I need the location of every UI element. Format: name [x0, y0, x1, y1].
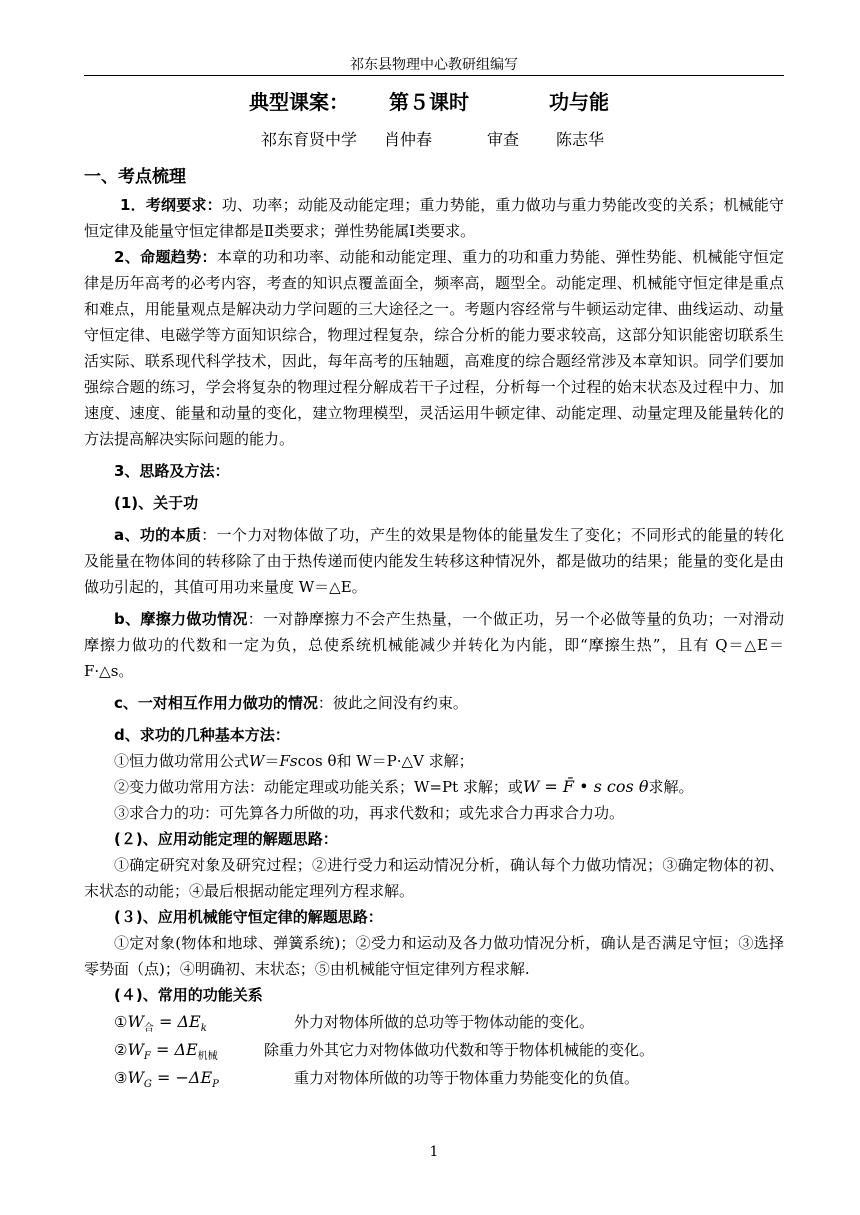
- trend-label: 2、命题趋势：: [114, 248, 217, 266]
- title-part-3: 功与能: [549, 90, 609, 114]
- trend-paragraph: [84, 244, 784, 452]
- relation-2-desc: 除重力外其它力对物体做功代数和等于物体机械能的变化。: [264, 1041, 655, 1059]
- relation-3-sub: G: [143, 1079, 152, 1090]
- method-1: [84, 748, 784, 774]
- method-2-text: ②变力做功常用方法：动能定理或功能关系；W=Pt 求解；或: [114, 778, 523, 796]
- friction-text: ：一对静摩擦力不会产生热量，一个做正功，另一个必做等量的负功；一对滑动摩擦力做功的代数和一定为负，总使系统机械能减少并转化为内能，即“摩擦生热”，且有 Q＝△E＝F·△s。: [84, 610, 784, 680]
- kinetic-text: ①确定研究对象及研究过程；②进行受力和运动情况分析，确认每个力做功情况；③确定物体的初、末状态的动能；④最后根据动能定理列方程求解。: [84, 856, 784, 900]
- method-heading: [84, 458, 784, 484]
- method-2-formula: W = F̄ • s cos θ: [522, 777, 649, 796]
- relation-1-sub: 合: [143, 1023, 154, 1034]
- work-methods-heading: [84, 722, 784, 748]
- relation-2-num: ②: [114, 1041, 128, 1059]
- relation-3-eq: = −ΔE: [151, 1068, 213, 1087]
- relation-2-sub: F: [143, 1051, 151, 1062]
- relation-3-w: W: [127, 1068, 144, 1087]
- friction-paragraph: [84, 606, 784, 684]
- author-name: 肖仲春: [384, 130, 433, 149]
- method-1-text: ①恒力做功常用公式: [114, 752, 250, 770]
- kinetic-heading-text: (２)、应用动能定理的解题思路：: [114, 830, 338, 848]
- title-part-2: 第５课时: [389, 90, 469, 114]
- method-1-w: W: [249, 752, 265, 770]
- interaction-paragraph: [84, 690, 784, 716]
- relation-2-eq: = ΔE: [150, 1040, 198, 1059]
- relation-3-desc: 重力对物体所做的功等于物体重力势能变化的负值。: [294, 1069, 640, 1087]
- work-essence-paragraph: [84, 522, 784, 600]
- method-1-rest: 和 W＝P·△V 求解；: [336, 752, 474, 770]
- relation-3-formula: [114, 1064, 219, 1099]
- relation-2-sub2: 机械: [197, 1051, 218, 1062]
- header-rule: [84, 75, 784, 76]
- syllabus-label: 1．考纲要求：: [120, 196, 222, 214]
- method-1-cos: cos θ: [297, 752, 337, 770]
- work-heading: [84, 490, 784, 516]
- work-essence-text: ：一个力对物体做了功，产生的效果是物体的能量发生了变化；不同形式的能量的转化及能量在物体间的转移除了由于热传递而使内能发生转移这种情况外，都是做功的结果；能量的变化是由做功引起的，其值可用功来量度 W＝△E。: [84, 526, 784, 596]
- syllabus-text: 功、功率；动能及动能定理；重力势能，重力做功与重力势能改变的关系；机械能守恒定律及能量守恒定律都是Ⅱ类要求；弹性势能属Ⅰ类要求。: [84, 196, 784, 240]
- method-2: [84, 774, 784, 800]
- method-2-rest: 求解。: [648, 778, 694, 796]
- relation-1-num: ①: [114, 1013, 128, 1031]
- review-label: 审查: [487, 130, 520, 149]
- relations-heading-text: (４)、常用的功能关系: [114, 986, 263, 1004]
- relation-1-eq: = ΔE: [153, 1012, 201, 1031]
- method-3: ③求合力的功：可先算各力所做的功，再求代数和；或先求合力再求合力功。: [114, 804, 625, 822]
- interaction-label: c、一对相互作用力做功的情况: [114, 694, 318, 712]
- trend-text: 本章的功和功率、动能和动能定理、重力的功和重力势能、弹性势能、机械能守恒定律是历年高考的必考内容，考查的知识点覆盖面全，频率高，题型全。动能定理、机械能守恒定律是重点和难点，用能量观点是解决动力学问题的三大途径之一。考题内容经常与牛顿运动定律、曲线运动、动量守恒定律、电磁学等方面知识综合，物理过程复杂，综合分析的能力要求较高，这部分知识能密切联系生活实际、联系现代科学技术，因此，每年高考的压轴题，高难度的综合题经常涉及本章知识。同学们要加强综合题的练习，学会将复杂的物理过程分解成若干子过程，分析每一个过程的始末状态及过程中力、加速度、速度、能量和动量的变化，建立物理模型，灵活运用牛顿定律、动能定理、动量定理及能量转化的方法提高解决实际问题的能力。: [84, 248, 784, 448]
- page-header: 祁东县物理中心教研组编写: [350, 57, 518, 73]
- relation-3-sub2: P: [212, 1079, 219, 1090]
- author-school: 祁东育贤中学: [261, 130, 358, 149]
- page-number: 1: [429, 1144, 439, 1160]
- title-part-1: 典型课案：: [249, 90, 349, 114]
- relation-1-desc: 外力对物体所做的总功等于物体动能的变化。: [294, 1013, 595, 1031]
- mech-heading: [84, 904, 784, 930]
- work-heading-text: (1)、关于功: [114, 494, 199, 512]
- friction-label: b、摩擦力做功情况: [114, 610, 248, 628]
- relation-2-w: W: [127, 1040, 144, 1059]
- relation-1-sub2: k: [200, 1023, 207, 1034]
- mech-heading-text: (３)、应用机械能守恒定律的解题思路：: [114, 908, 383, 926]
- relations-heading: [84, 982, 784, 1008]
- mech-text: ①定对象(物体和地球、弹簧系统)；②受力和运动及各力做功情况分析，确认是否满足守恒；③选择零势面（点)；④明确初、末状态；⑤由机械能守恒定律列方程求解.: [84, 934, 784, 978]
- interaction-text: ：彼此之间没有约束。: [317, 694, 468, 712]
- method-label: 3、思路及方法：: [114, 462, 230, 480]
- reviewer-name: 陈志华: [556, 130, 605, 149]
- relation-2: [84, 1036, 784, 1064]
- method-1-fs: Fs: [279, 752, 298, 770]
- relation-3: [84, 1064, 784, 1092]
- kinetic-heading: [84, 826, 784, 852]
- method-1-eq: ＝: [264, 752, 280, 770]
- main-content: [84, 164, 784, 1092]
- work-methods-label: d、求功的几种基本方法：: [114, 726, 290, 744]
- syllabus-paragraph: [84, 192, 784, 244]
- relation-1-w: W: [127, 1012, 144, 1031]
- work-essence-label: a、功的本质: [114, 526, 202, 544]
- relation-3-num: ③: [114, 1069, 128, 1087]
- section-heading: 一、考点梳理: [84, 167, 186, 187]
- relation-1: [84, 1008, 784, 1036]
